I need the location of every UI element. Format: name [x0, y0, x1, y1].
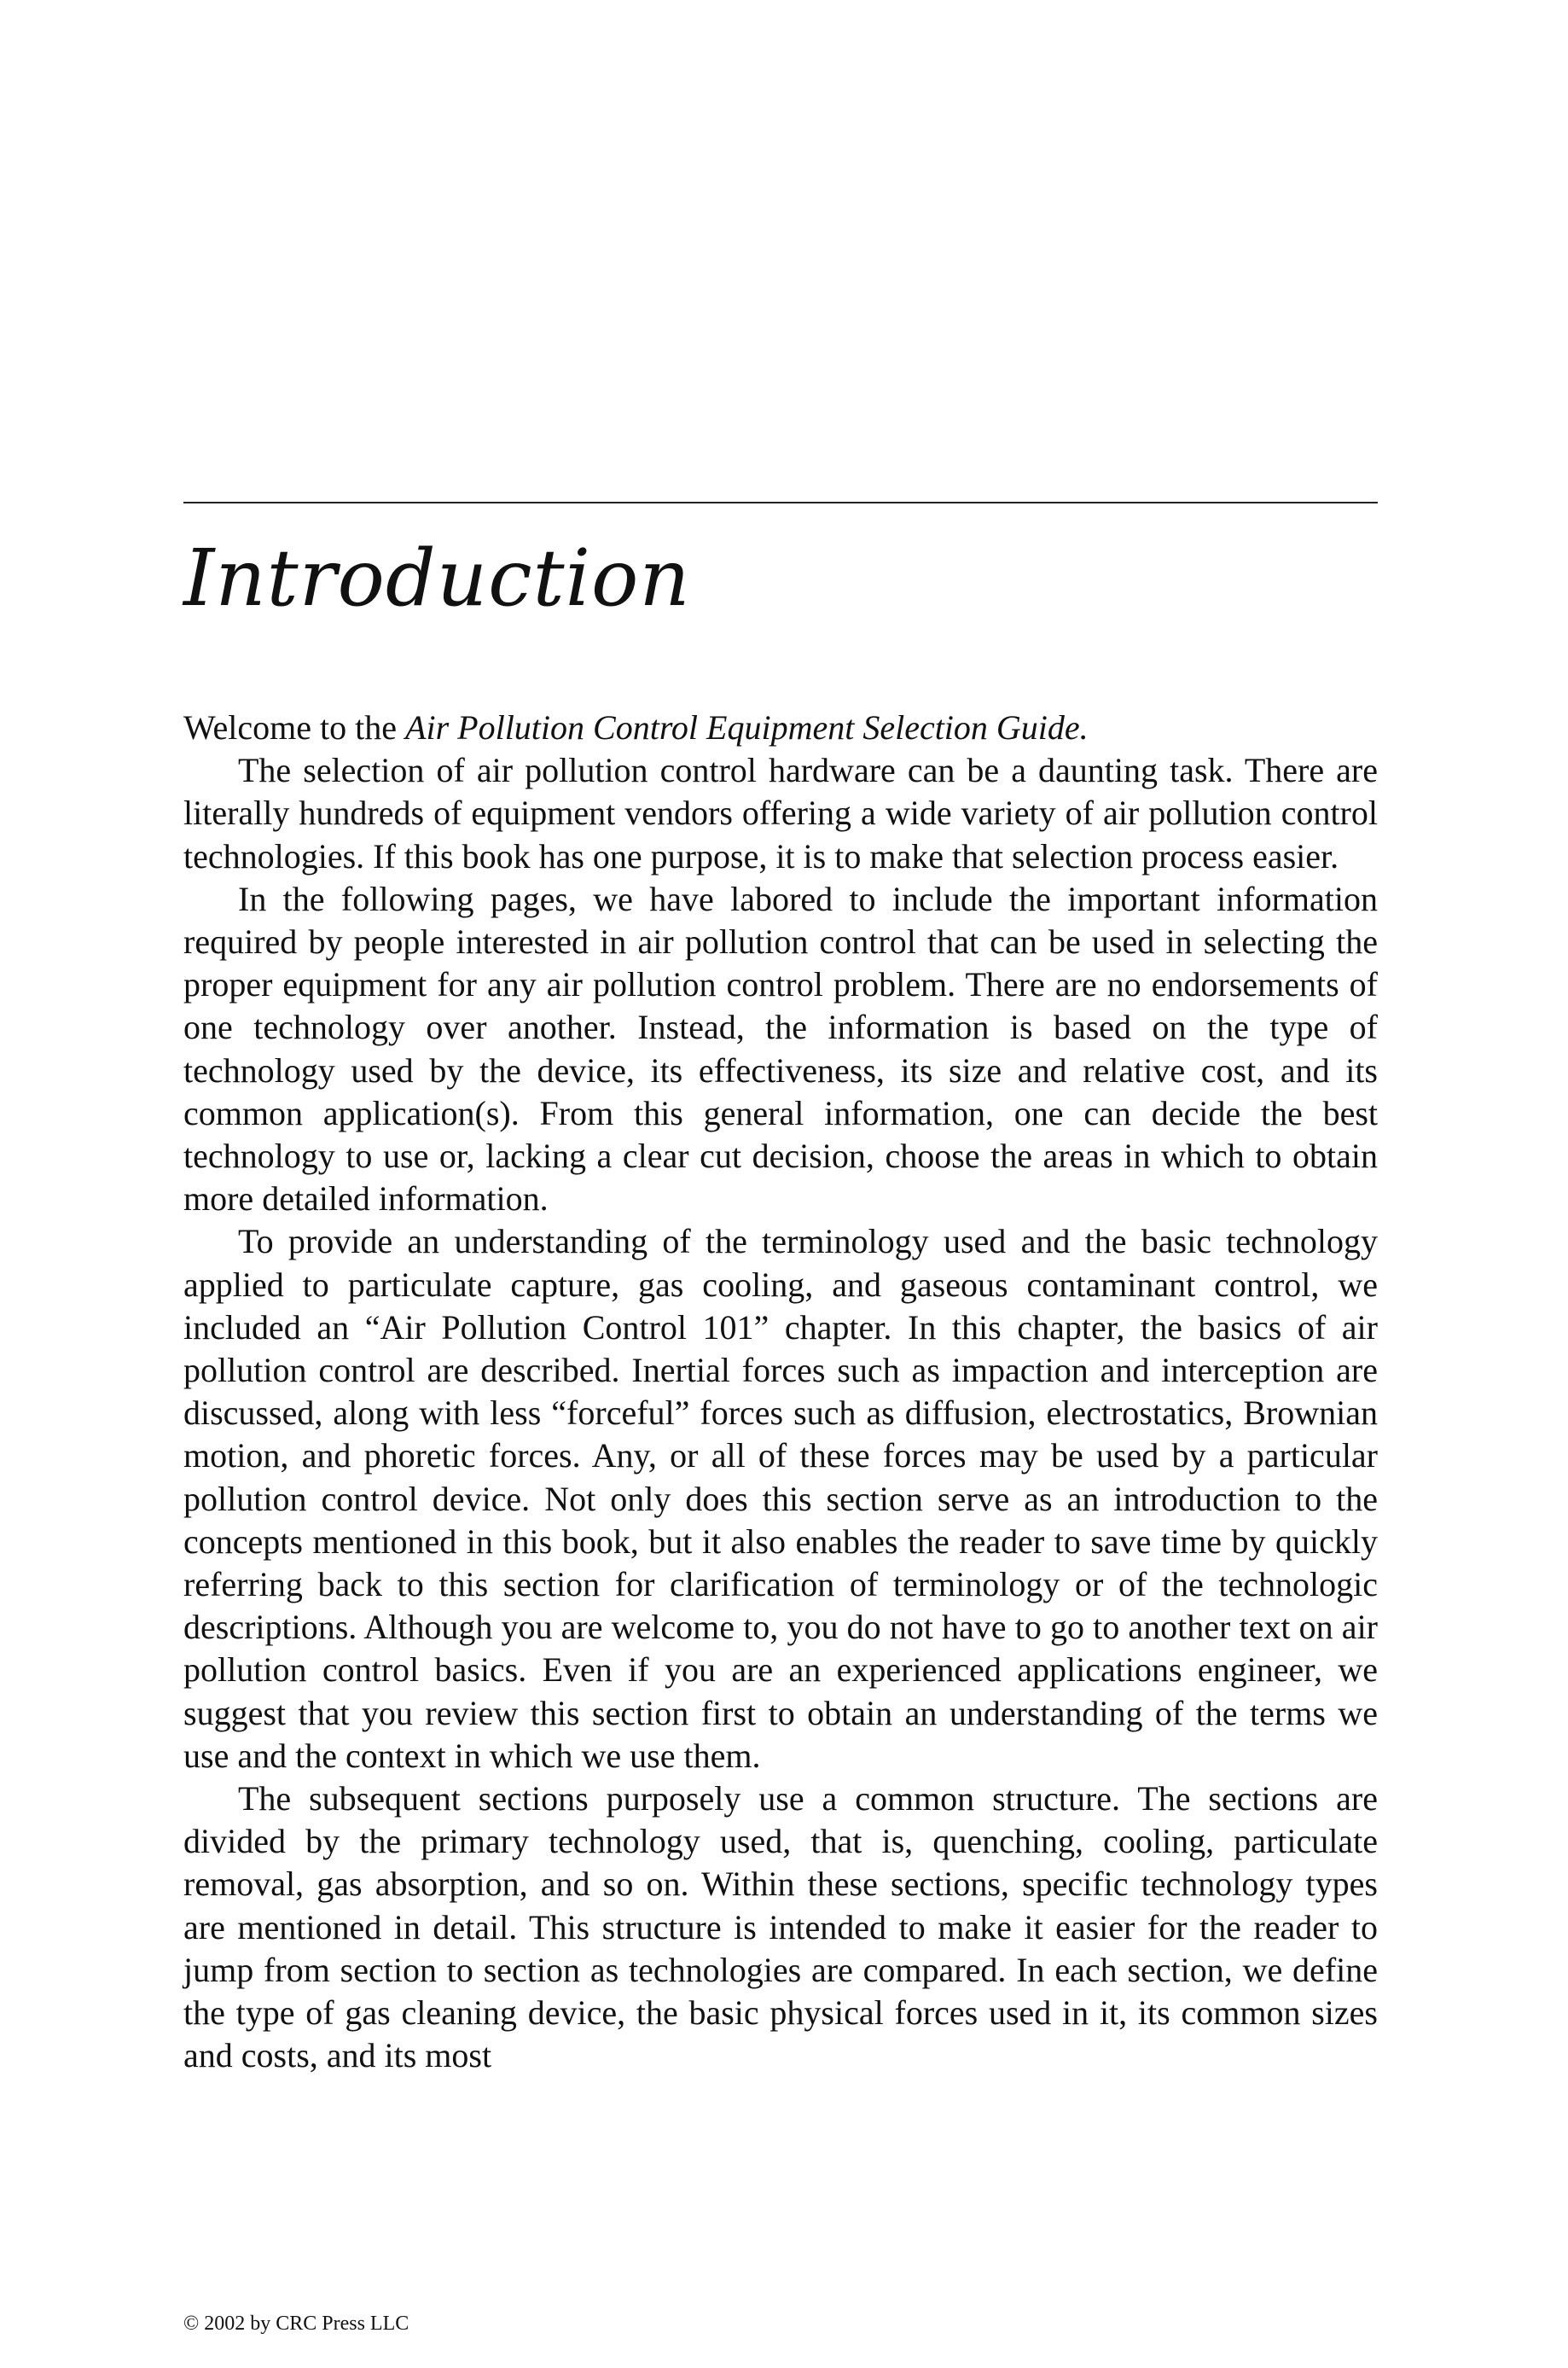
intro-paragraph [183, 707, 1378, 749]
paragraph-4: The subsequent sections purposely use a common structure. The sections are divided by the primary technology used, that is, quenching, cooling, particulate removal, gas absorption, and so on. Within these sections, specific technology types are mentioned in detail. This structure is intended to make it easier for the reader to jump from section to section as technologies are compared. In each section, we define the type of gas cleaning device, the basic physical forces used in it, its common sizes and costs, and its most [183, 1779, 1378, 2075]
chapter-title: Introduction [183, 532, 691, 624]
paragraph-3: To provide an understanding of the terminology used and the basic technology applied to particulate capture, gas cooling, and gaseous contaminant control, we included an “Air Pollution Control 101” chapter. In this chapter, the basics of air pollution control are described. Inertial forces such as impaction and interception are discussed, along with less “forceful” forces such as diffusion, electrostatics, Brownian motion, and phoretic forces. Any, or all of these forces may be used by a particular pollution control device. Not only does this section serve as an introduction to the concepts mentioned in this book, but it also enables the reader to save time by quickly referring back to this section for clarification of terminology or of the technologic descriptions. Although you are welcome to, you do not have to go to another text on air pollution control basics. Even if you are an experienced applications engineer, we suggest that you review this section first to obtain an understanding of the terms we use and the context in which we use them. [183, 1222, 1378, 1775]
paragraph-2: In the following pages, we have labored to include the important information required by people interested in air pollution control that can be used in selecting the proper equipment for any air pollution control problem. There are no endorsements of one technology over another. Instead, the information is based on the type of technology used by the device, its effectiveness, its size and relative cost, and its common application(s). From this general information, one can decide the best technology to use or, lacking a clear cut decision, choose the areas in which to obtain more detailed information. [183, 879, 1378, 1219]
paragraph-1: The selection of air pollution control hardware can be a daunting task. There are literally hundreds of equipment vendors offering a wide variety of air pollution control technologies. If this book has one purpose, it is to make that selection process easier. [183, 751, 1378, 876]
copyright-footer: © 2002 by CRC Press LLC [183, 2313, 409, 2335]
body-text [183, 707, 1378, 2078]
book-title: Air Pollution Control Equipment Selection Guide. [405, 708, 1089, 747]
intro-prefix: Welcome to the [183, 708, 406, 747]
title-rule [183, 502, 1378, 503]
